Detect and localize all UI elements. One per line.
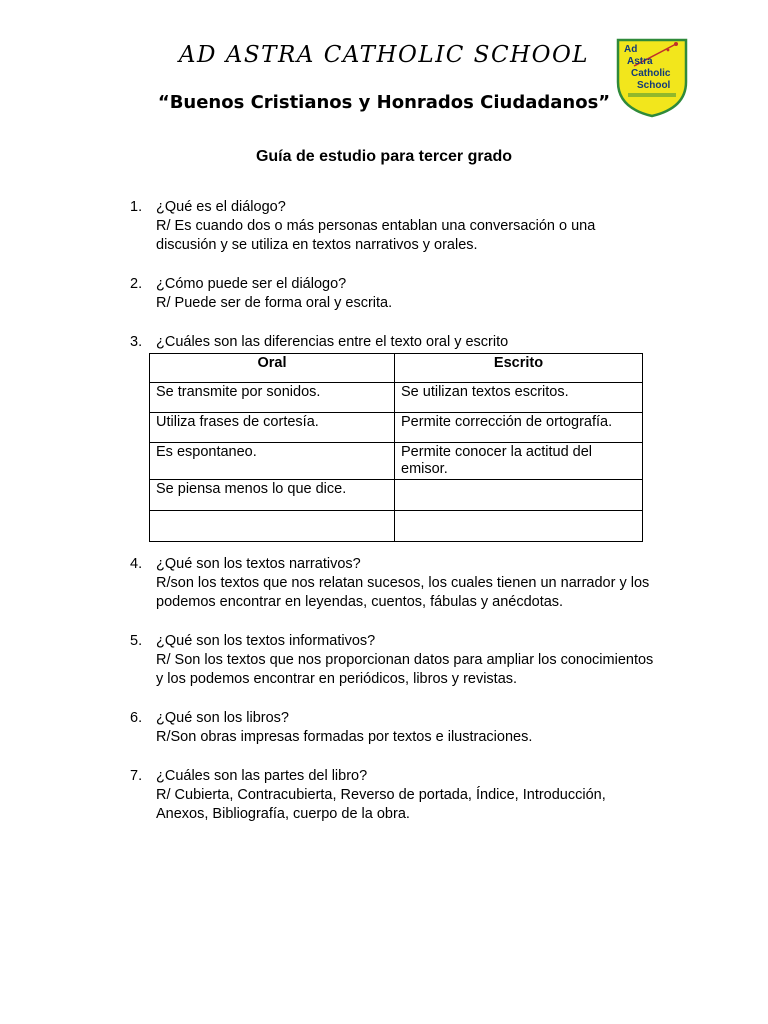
table-cell: Se transmite por sonidos. <box>150 383 395 413</box>
table-row <box>150 511 643 542</box>
table-cell <box>395 511 643 542</box>
logo-text-4: School <box>637 80 671 91</box>
answer-text: R/son los textos que nos relatan sucesos, los cuales tienen un narrador y los podemos encontrar en leyendas, cuentos, fábulas y anécdotas. <box>156 575 650 610</box>
table-cell: Permite conocer la actitud del emisor. <box>395 443 643 480</box>
question-text: ¿Cuáles son las diferencias entre el texto oral y escrito <box>156 334 509 350</box>
table-cell: Utiliza frases de cortesía. <box>150 413 395 443</box>
column-header-oral: Oral <box>150 354 395 383</box>
table-cell <box>150 511 395 542</box>
guide-title: Guía de estudio para tercer grado <box>255 148 513 165</box>
answer-text: R/ Son los textos que nos proporcionan datos para ampliar los conocimientos y los podemos encontrar en periódicos, libros y revistas. <box>156 652 654 687</box>
table-row <box>150 480 643 511</box>
table-row <box>150 443 643 480</box>
question-text: ¿Qué son los textos narrativos? <box>156 556 361 572</box>
answer-text: R/ Cubierta, Contracubierta, Reverso de portada, Índice, Introducción, Anexos, Bibliografía, cuerpo de la obra. <box>156 787 606 822</box>
logo-text-3: Catholic <box>631 68 671 79</box>
question-text: ¿Cómo puede ser el diálogo? <box>156 276 347 292</box>
question-number: 5. <box>130 633 143 649</box>
table-row <box>150 413 643 443</box>
answer-text: R/ Puede ser de forma oral y escrita. <box>156 295 393 311</box>
comparison-table <box>149 353 643 542</box>
school-motto: “Buenos Cristianos y Honrados Ciudadanos” <box>157 92 611 113</box>
question-text: ¿Cuáles son las partes del libro? <box>156 768 368 784</box>
logo-text-1: Ad <box>624 44 638 55</box>
question-number: 6. <box>130 710 143 726</box>
question-number: 2. <box>130 276 143 292</box>
question-number: 1. <box>130 199 143 215</box>
column-header-escrito: Escrito <box>395 354 643 383</box>
school-name: AD ASTRA CATHOLIC SCHOOL <box>178 42 590 68</box>
question-text: ¿Qué son los libros? <box>156 710 289 726</box>
answer-text: R/ Es cuando dos o más personas entablan una conversación o una discusión y se utiliza en textos narrativos y orales. <box>156 218 596 253</box>
question-number: 3. <box>130 334 143 350</box>
table-cell <box>395 480 643 511</box>
table-header-row <box>150 354 643 383</box>
logo-text-2: Astra <box>627 56 653 67</box>
table-cell: Se piensa menos lo que dice. <box>150 480 395 511</box>
question-number: 7. <box>130 768 143 784</box>
table-cell: Se utilizan textos escritos. <box>395 383 643 413</box>
table-cell: Es espontaneo. <box>150 443 395 480</box>
table-cell: Permite corrección de ortografía. <box>395 413 643 443</box>
answer-text: R/Son obras impresas formadas por textos e ilustraciones. <box>156 729 533 745</box>
question-text: ¿Qué es el diálogo? <box>156 199 286 215</box>
question-number: 4. <box>130 556 143 572</box>
table-row <box>150 383 643 413</box>
question-text: ¿Qué son los textos informativos? <box>156 633 376 649</box>
